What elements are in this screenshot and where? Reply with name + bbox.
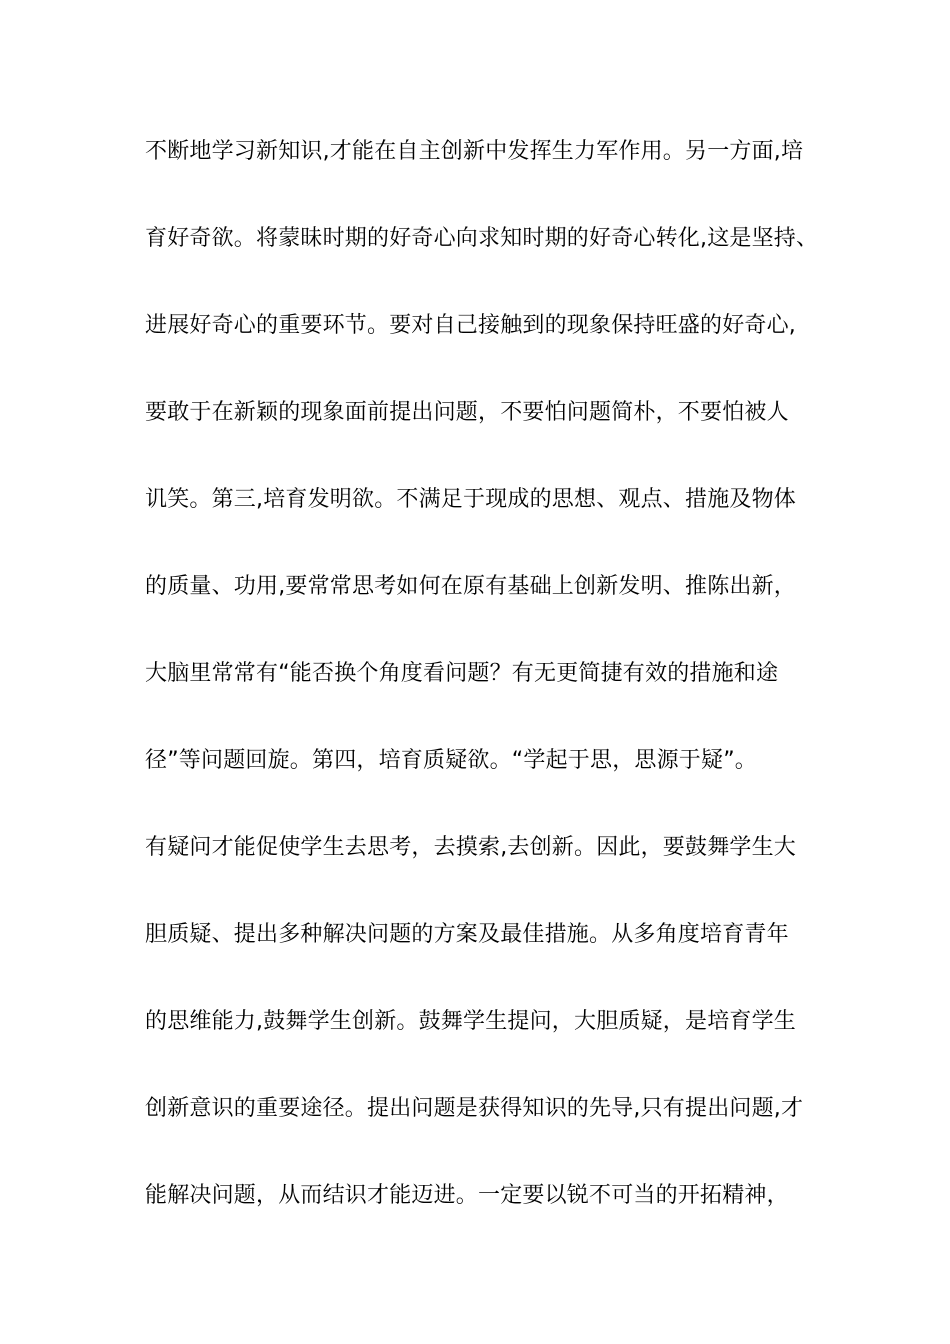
text-line: 要敢于在新颖的现象面前提出问题，不要怕问题简朴，不要怕被人 [145, 400, 789, 425]
text-line: 不断地学习新知识,才能在自主创新中发挥生力军作用。另一方面,培 [145, 139, 804, 164]
text-line: 有疑问才能促使学生去思考，去摸索,去创新。因此，要鼓舞学生大 [145, 835, 796, 860]
text-line: 讥笑。第三,培育发明欲。不满足于现成的思想、观点、措施及物体 [145, 487, 796, 512]
text-line: 胆质疑、提出多种解决问题的方案及最佳措施。从多角度培育青年 [145, 922, 789, 947]
text-line: 的质量、功用,要常常思考如何在原有基础上创新发明、推陈出新， [145, 574, 796, 599]
text-line: 进展好奇心的重要环节。要对自己接触到的现象保持旺盛的好奇心, [145, 313, 796, 338]
text-line: 径”等问题回旋。第四，培育质疑欲。“学起于思，思源于疑”。 [145, 748, 757, 773]
text-line: 大脑里常常有“能否换个角度看问题？有无更简捷有效的措施和途 [145, 661, 779, 686]
text-line: 能解决问题，从而结识才能迈进。一定要以锐不可当的开拓精神， [145, 1183, 789, 1208]
text-line: 创新意识的重要途径。提出问题是获得知识的先导,只有提出问题,才 [145, 1096, 804, 1121]
text-line: 育好奇欲。将蒙昧时期的好奇心向求知时期的好奇心转化,这是坚持、 [145, 226, 819, 251]
text-line: 的思维能力,鼓舞学生创新。鼓舞学生提问，大胆质疑，是培育学生 [145, 1009, 796, 1034]
body-paragraph [145, 132, 825, 1263]
